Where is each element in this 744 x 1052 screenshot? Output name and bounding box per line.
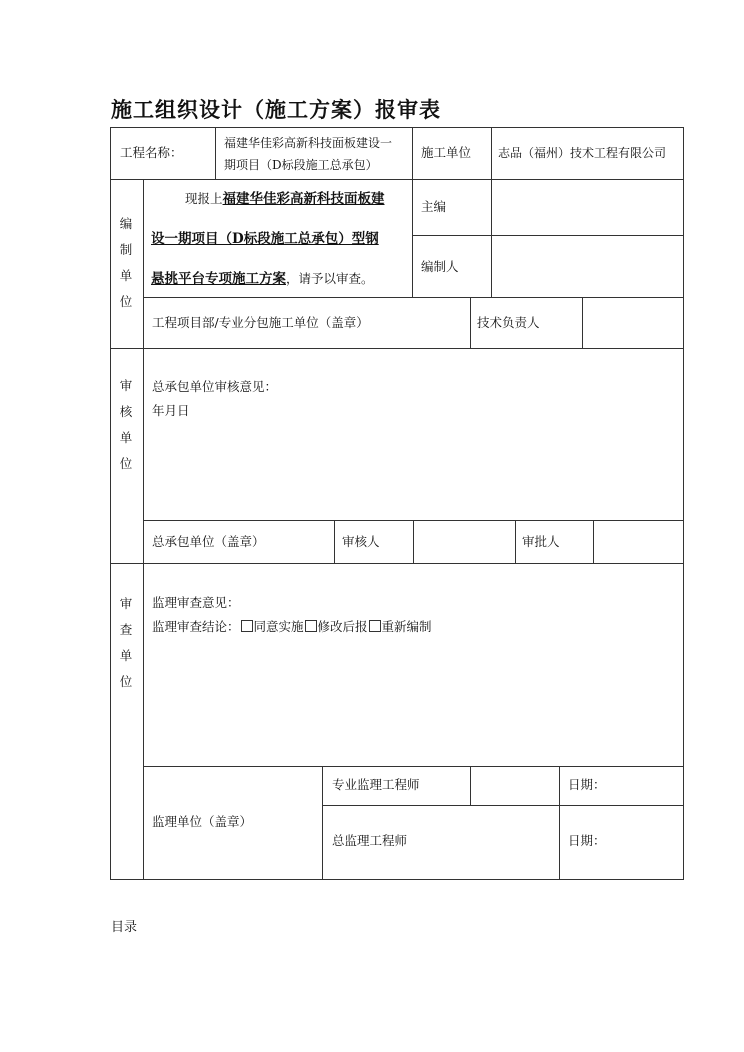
gc-opinion-label: 总承包单位审核意见： bbox=[152, 379, 278, 394]
report-line1: 现报上福建华佳彩高新科技面板建 bbox=[185, 191, 385, 207]
sup-conclusion-row: 监理审查结论： 同意实施 修改后报 重新编制 bbox=[152, 619, 432, 634]
date-label-2: 日期： bbox=[568, 833, 606, 848]
gc-stamp-label: 总承包单位（盖章） bbox=[152, 534, 265, 549]
tech-lead-label: 技术负责人 bbox=[477, 315, 540, 330]
checkbox-revise[interactable] bbox=[305, 620, 317, 632]
sup-engineer-label: 专业监理工程师 bbox=[332, 777, 420, 792]
project-name-line1: 福建华佳彩高新科技面板建设一 bbox=[224, 136, 393, 150]
editor-label: 编制人 bbox=[421, 259, 459, 274]
contractor-label: 施工单位 bbox=[421, 145, 472, 160]
document-title: 施工组织设计（施工方案）报审表 bbox=[111, 97, 441, 122]
gc-date-label: 年月日 bbox=[152, 403, 190, 418]
toc-heading: 目录 bbox=[111, 920, 138, 935]
contractor-name: 志品（福州）技术工程有限公司 bbox=[498, 146, 667, 160]
checkbox-agree[interactable] bbox=[241, 620, 253, 632]
section-label-inspect: 审 查 单 位 bbox=[119, 596, 133, 689]
project-name-line2: 期项目（D标段施工总承包） bbox=[224, 158, 378, 172]
report-line2: 设一期项目（D标段施工总承包）型钢 bbox=[151, 231, 379, 247]
report-line3: 悬挑平台专项施工方案，请予以审查。 bbox=[151, 271, 374, 287]
project-name-label: 工程名称： bbox=[120, 145, 183, 160]
chief-editor-label: 主编 bbox=[421, 199, 447, 214]
reviewer-label: 审核人 bbox=[342, 534, 380, 549]
approval-form-table bbox=[110, 127, 684, 880]
checkbox-redo[interactable] bbox=[369, 620, 381, 632]
project-dept-stamp-label: 工程项目部/专业分包施工单位（盖章） bbox=[152, 315, 369, 330]
sup-opinion-label: 监理审查意见： bbox=[152, 595, 240, 610]
date-label-1: 日期： bbox=[568, 777, 606, 792]
chief-sup-engineer-label: 总监理工程师 bbox=[332, 833, 408, 848]
section-label-review: 审 核 单 位 bbox=[119, 378, 133, 471]
approver-label: 审批人 bbox=[522, 534, 560, 549]
section-label-compile: 编 制 单 位 bbox=[119, 216, 133, 309]
sup-stamp-label: 监理单位（盖章） bbox=[152, 814, 253, 829]
